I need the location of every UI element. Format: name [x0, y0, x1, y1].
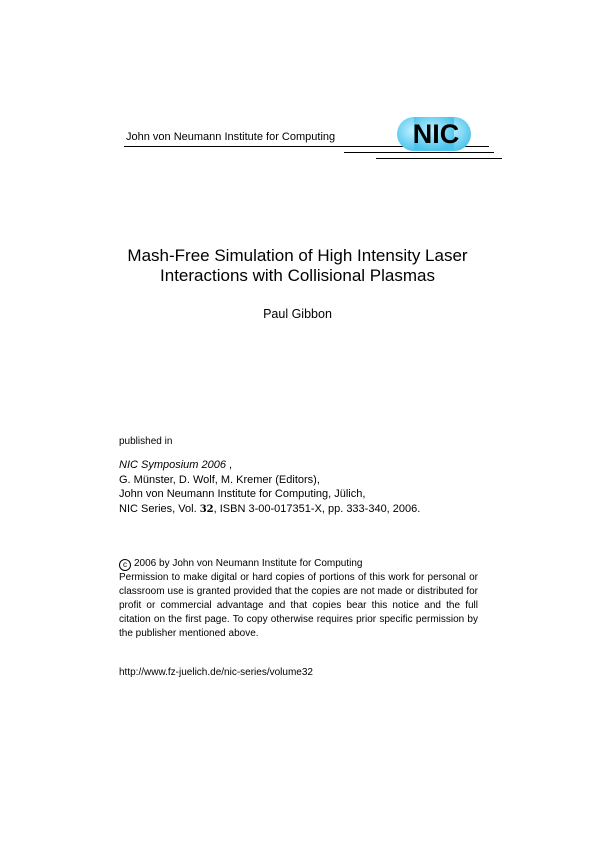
title-line-2: Interactions with Collisional Plasmas	[160, 266, 435, 285]
venue-line	[119, 458, 420, 473]
editors-line: G. Münster, D. Wolf, M. Kremer (Editors),	[119, 473, 320, 486]
venue-suffix: ,	[226, 459, 233, 471]
series-line	[119, 502, 420, 518]
copyright-line	[119, 557, 362, 571]
venue-name: NIC Symposium 2006	[119, 459, 226, 471]
institute-header: John von Neumann Institute for Computing	[126, 131, 336, 143]
header-rule-bottom	[376, 158, 502, 159]
author-name: Paul Gibbon	[263, 307, 332, 321]
volume-number: 32	[199, 503, 214, 515]
series-url[interactable]: http://www.fz-juelich.de/nic-series/volume32	[119, 667, 313, 678]
nic-logo-text: NIC	[412, 119, 460, 149]
publication-details	[119, 458, 420, 517]
series-suffix: , ISBN 3-00-017351-X, pp. 333-340, 2006.	[213, 502, 421, 515]
copyright-icon: c	[119, 559, 131, 571]
permission-notice: Permission to make digital or hard copies of portions of this work for personal or classroom use is granted provided that the copies are not made or distributed for profit or commercial advantage and that copies bear this notice and the full citation on the first page. To copy otherwise requires prior specific permission by the publisher mentioned above.	[119, 572, 478, 639]
nic-logo	[394, 112, 478, 158]
title-line-1: Mash-Free Simulation of High Intensity Laser	[127, 246, 468, 265]
published-in-label: published in	[119, 436, 173, 447]
copyright-text: 2006 by John von Neumann Institute for Computing	[134, 558, 363, 569]
series-prefix: NIC Series, Vol.	[119, 502, 200, 515]
paper-title	[60, 246, 535, 286]
publisher-line: John von Neumann Institute for Computing, Jülich,	[119, 488, 366, 500]
